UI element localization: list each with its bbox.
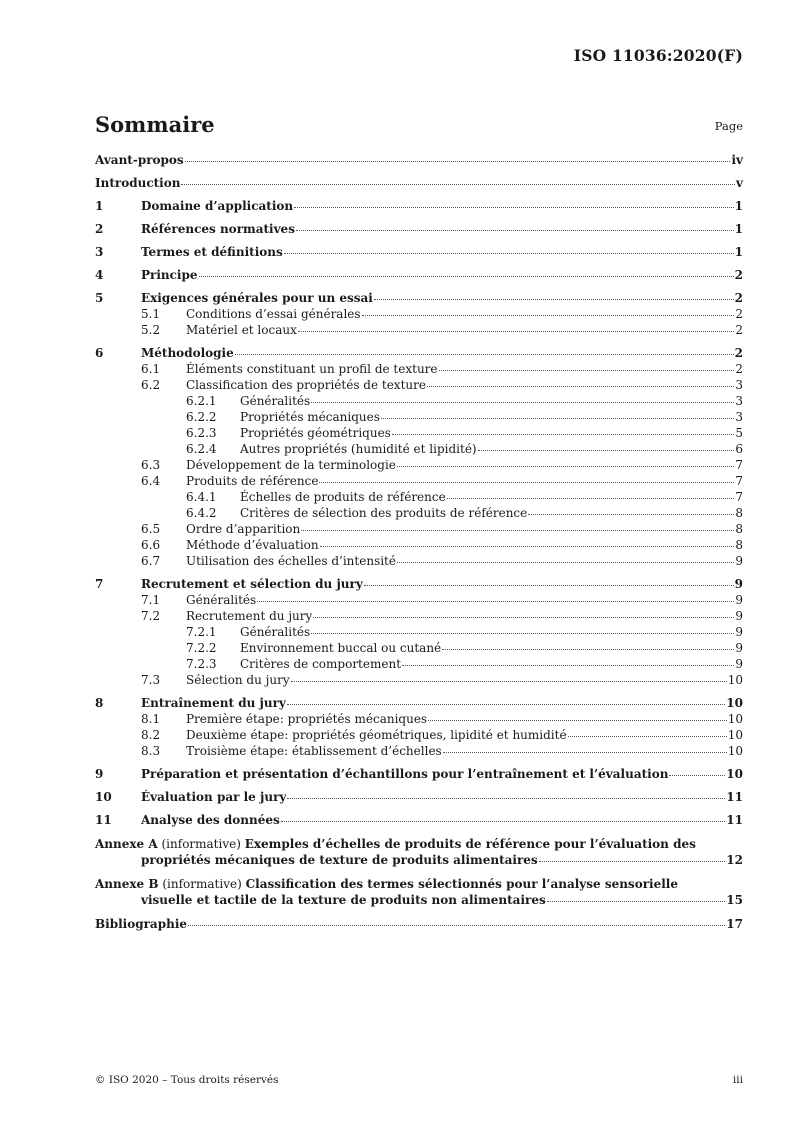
toc-entry-title[interactable]: Développement de la terminologie: [186, 458, 396, 472]
toc-entry-page: 1: [734, 245, 743, 259]
toc-gap: [95, 805, 743, 812]
toc-entry-title[interactable]: Propriétés mécaniques: [240, 410, 380, 424]
toc-entry-title[interactable]: Généralités: [240, 394, 311, 408]
dot-leader: [294, 207, 734, 208]
toc-entry-number: 6.6: [141, 538, 161, 552]
toc-entry[interactable]: [95, 505, 743, 521]
toc-entry[interactable]: [95, 361, 743, 377]
toc-entry[interactable]: [95, 608, 743, 624]
toc-entry[interactable]: [95, 727, 743, 743]
document-id: ISO 11036:2020(F): [573, 46, 743, 65]
toc-entry-page: 8: [735, 506, 743, 520]
toc-entry-page: 10: [727, 744, 743, 758]
toc-entry-page: 9: [735, 625, 743, 639]
toc-entry-title[interactable]: Éléments constituant un profil de texture: [186, 362, 438, 376]
dot-leader: [547, 901, 726, 902]
toc-entry[interactable]: [95, 489, 743, 505]
toc-entry-number: 6.4.1: [186, 490, 217, 504]
toc-entry-title[interactable]: Matériel et locaux: [186, 323, 297, 337]
toc-gap: [95, 828, 743, 836]
dot-leader: [298, 331, 734, 332]
toc-entry-title[interactable]: Ordre d’apparition: [186, 522, 301, 536]
toc-entry-number: 5.1: [141, 307, 161, 321]
toc-entry-title[interactable]: Méthodologie: [141, 346, 234, 360]
toc-entry[interactable]: [95, 592, 743, 608]
toc-entry-title[interactable]: Première étape: propriétés mécaniques: [186, 712, 428, 726]
toc-entry-title[interactable]: Méthode d’évaluation: [186, 538, 319, 552]
dot-leader: [199, 276, 734, 277]
toc-entry-number: 5.2: [141, 323, 161, 337]
toc-entry-title[interactable]: Troisième étape: établissement d’échelles: [186, 744, 442, 758]
toc-entry-page: 8: [735, 522, 743, 536]
toc-entry-page: 10: [727, 712, 743, 726]
toc-entry[interactable]: [95, 656, 743, 672]
toc-entry-title[interactable]: Domaine d’application: [141, 199, 294, 213]
toc-entry-number: 9: [95, 767, 104, 781]
toc-entry-title[interactable]: Introduction: [95, 176, 181, 190]
toc-entry[interactable]: [95, 345, 743, 361]
toc-entry-page: 10: [727, 728, 743, 742]
toc-entry-page: 2: [734, 291, 743, 305]
dot-leader: [319, 482, 734, 483]
toc-gap: [95, 338, 743, 345]
dot-leader: [311, 633, 734, 634]
toc-entry[interactable]: [95, 244, 743, 260]
toc-entry[interactable]: [95, 789, 743, 805]
toc-entry[interactable]: [95, 743, 743, 759]
toc-entry-title[interactable]: Sélection du jury: [186, 673, 290, 687]
toc-entry-title[interactable]: Deuxième étape: propriétés géométriques, lipidité et humidité: [186, 728, 567, 742]
annex-title-line1: Classification des termes sélectionnés pour l’analyse sensorielle: [245, 877, 678, 891]
toc-entry-number: 8.3: [141, 744, 161, 758]
toc-entry-title[interactable]: Propriétés géométriques: [240, 426, 391, 440]
toc-entry-number: 6.7: [141, 554, 161, 568]
toc-entry-bibliography[interactable]: [95, 916, 743, 932]
toc-entry-number: 6.4.2: [186, 506, 217, 520]
toc-entry-number: 10: [95, 790, 112, 804]
toc-entry[interactable]: [95, 322, 743, 338]
toc-entry-page: 17: [726, 917, 743, 931]
toc-entry-number: 2: [95, 222, 104, 236]
table-of-contents: [95, 152, 743, 932]
toc-entry[interactable]: [95, 672, 743, 688]
dot-leader: [428, 720, 727, 721]
dot-leader: [287, 704, 725, 705]
toc-entry[interactable]: [95, 425, 743, 441]
toc-entry-title[interactable]: Échelles de produits de référence: [240, 490, 446, 504]
toc-entry-title[interactable]: Analyse des données: [141, 813, 280, 827]
toc-entry-page: 9: [734, 577, 743, 591]
toc-entry-page: 9: [735, 657, 743, 671]
toc-entry[interactable]: [95, 812, 743, 828]
toc-entry-page: 5: [735, 426, 743, 440]
toc-gap: [95, 688, 743, 695]
toc-gap: [95, 168, 743, 175]
annex-second-line: [95, 892, 743, 908]
toc-entry-page: 7: [735, 490, 743, 504]
dot-leader: [362, 315, 735, 316]
toc-entry-number: 8.1: [141, 712, 161, 726]
toc-entry-number: 6.4: [141, 474, 161, 488]
toc-entry[interactable]: [95, 221, 743, 237]
toc-entry-number: 1: [95, 199, 104, 213]
dot-leader: [311, 402, 734, 403]
toc-gap: [95, 283, 743, 290]
toc-entry-number: 7.2.1: [186, 625, 217, 639]
toc-entry[interactable]: [95, 473, 743, 489]
dot-leader: [568, 736, 727, 737]
toc-entry-number: 8.2: [141, 728, 161, 742]
toc-entry-title[interactable]: Recrutement et sélection du jury: [141, 577, 363, 591]
toc-entry-title[interactable]: Bibliographie: [95, 917, 188, 931]
dot-leader: [284, 253, 734, 254]
dot-leader: [397, 466, 734, 467]
toc-entry-title[interactable]: Évaluation par le jury: [141, 790, 287, 804]
toc-entry-title[interactable]: Principe: [141, 268, 198, 282]
annex-first-line: [95, 876, 743, 892]
dot-leader: [443, 752, 727, 753]
dot-leader: [185, 161, 731, 162]
toc-gap: [95, 782, 743, 789]
dot-leader: [181, 184, 735, 185]
toc-entry[interactable]: [95, 537, 743, 553]
toc-entry-number: 7.2.2: [186, 641, 217, 655]
toc-entry-title[interactable]: Généralités: [186, 593, 257, 607]
dot-leader: [381, 418, 734, 419]
annex-title-line1: Exemples d’échelles de produits de référence pour l’évaluation des: [244, 837, 696, 851]
annex-second-line: [95, 852, 743, 868]
toc-entry-number: 8: [95, 696, 104, 710]
toc-entry-page: 10: [727, 673, 743, 687]
toc-entry-title[interactable]: Critères de comportement: [240, 657, 402, 671]
toc-gap: [95, 868, 743, 876]
toc-entry-number: 3: [95, 245, 104, 259]
toc-entry-page: 3: [735, 378, 743, 392]
toc-entry-page: 9: [735, 609, 743, 623]
toc-entry[interactable]: [95, 576, 743, 592]
toc-entry-page: 11: [726, 813, 743, 827]
toc-entry-title[interactable]: Termes et définitions: [141, 245, 283, 259]
dot-leader: [397, 562, 734, 563]
page-column-label: Page: [714, 119, 743, 133]
dot-leader: [478, 450, 735, 451]
toc-entry-page: 2: [735, 323, 743, 337]
annex-page: 15: [726, 893, 743, 907]
toc-entry[interactable]: [95, 521, 743, 537]
toc-entry-number: 6.3: [141, 458, 161, 472]
toc-entry-number: 6.2: [141, 378, 161, 392]
toc-gap: [95, 260, 743, 267]
dot-leader: [402, 665, 734, 666]
footer-page-number: iii: [732, 1074, 743, 1086]
annex-status: (informative): [161, 837, 241, 851]
toc-entry-page: 8: [735, 538, 743, 552]
toc-entry[interactable]: [95, 553, 743, 569]
toc-entry[interactable]: [95, 267, 743, 283]
toc-entry-page: 2: [734, 268, 743, 282]
toc-entry-page: 9: [735, 641, 743, 655]
annex-page: 12: [726, 853, 743, 867]
dot-leader: [296, 230, 734, 231]
toc-entry-number: 6.2.3: [186, 426, 217, 440]
toc-entry-page: 3: [735, 394, 743, 408]
annex-entry[interactable]: [95, 836, 743, 868]
toc-gap: [95, 908, 743, 916]
toc-entry-title[interactable]: Environnement buccal ou cutané: [240, 641, 442, 655]
dot-leader: [392, 434, 735, 435]
dot-leader: [291, 681, 727, 682]
toc-entry-number: 6.1: [141, 362, 161, 376]
toc-entry[interactable]: [95, 695, 743, 711]
toc-entry-title[interactable]: Conditions d’essai générales: [186, 307, 361, 321]
toc-entry-title[interactable]: Critères de sélection des produits de référence: [240, 506, 528, 520]
dot-leader: [301, 530, 734, 531]
toc-entry[interactable]: [95, 306, 743, 322]
toc-entry-page: 2: [735, 307, 743, 321]
toc-entry-page: 3: [735, 410, 743, 424]
annex-entry[interactable]: [95, 876, 743, 908]
toc-entry-page: v: [736, 176, 743, 190]
toc-entry-page: 6: [735, 442, 743, 456]
toc-entry-page: 1: [734, 199, 743, 213]
dot-leader: [528, 514, 734, 515]
toc-entry-page: 7: [735, 458, 743, 472]
toc-entry-page: 7: [735, 474, 743, 488]
toc-entry-page: 9: [735, 593, 743, 607]
toc-entry-page: 2: [734, 346, 743, 360]
toc-entry-title[interactable]: Autres propriétés (humidité et lipidité): [240, 442, 477, 456]
dot-leader: [364, 585, 734, 586]
toc-entry[interactable]: [95, 711, 743, 727]
toc-entry-page: 10: [726, 767, 743, 781]
toc-entry-number: 6.5: [141, 522, 161, 536]
toc-entry-page: 10: [726, 696, 743, 710]
toc-entry[interactable]: [95, 441, 743, 457]
toc-entry-title[interactable]: Références normatives: [141, 222, 295, 236]
dot-leader: [439, 370, 735, 371]
toc-gap: [95, 214, 743, 221]
annex-first-line: [95, 836, 743, 852]
toc-entry-number: 5: [95, 291, 104, 305]
dot-leader: [281, 821, 726, 822]
toc-entry-number: 6.2.4: [186, 442, 217, 456]
dot-leader: [427, 386, 734, 387]
toc-entry[interactable]: [95, 175, 743, 191]
toc-entry[interactable]: [95, 152, 743, 168]
annex-title-line2: propriétés mécaniques de texture de produits alimentaires: [141, 853, 538, 867]
toc-entry-page: 1: [734, 222, 743, 236]
toc-entry-page: 2: [735, 362, 743, 376]
annex-label: Annexe B: [95, 877, 159, 891]
toc-entry[interactable]: [95, 198, 743, 214]
toc-entry-number: 6.2.1: [186, 394, 217, 408]
dot-leader: [669, 775, 725, 776]
footer-copyright: © ISO 2020 – Tous droits réservés: [95, 1074, 279, 1086]
toc-gap: [95, 191, 743, 198]
toc-entry-page: 11: [726, 790, 743, 804]
toc-entry[interactable]: [95, 409, 743, 425]
dot-leader: [257, 601, 734, 602]
toc-entry-number: 7.2.3: [186, 657, 217, 671]
toc-entry-title[interactable]: Exigences générales pour un essai: [141, 291, 373, 305]
toc-entry-title[interactable]: Généralités: [240, 625, 311, 639]
toc-entry-number: 7.3: [141, 673, 161, 687]
annex-title-line2: visuelle et tactile de la texture de produits non alimentaires: [141, 893, 546, 907]
dot-leader: [188, 925, 725, 926]
dot-leader: [313, 617, 734, 618]
toc-entry-page: 9: [735, 554, 743, 568]
toc-entry-title[interactable]: Préparation et présentation d’échantillons pour l’entraînement et l’évaluation: [141, 767, 669, 781]
dot-leader: [447, 498, 735, 499]
toc-entry[interactable]: [95, 377, 743, 393]
toc-gap: [95, 569, 743, 576]
toc-entry[interactable]: [95, 640, 743, 656]
toc-entry-title[interactable]: Utilisation des échelles d’intensité: [186, 554, 396, 568]
toc-entry[interactable]: [95, 290, 743, 306]
toc-entry-number: 7.1: [141, 593, 161, 607]
toc-entry-number: 4: [95, 268, 104, 282]
dot-leader: [235, 354, 734, 355]
toc-entry-title[interactable]: Classification des propriétés de texture: [186, 378, 426, 392]
annex-status: (informative): [162, 877, 242, 891]
page-title: Sommaire: [95, 112, 215, 137]
dot-leader: [442, 649, 734, 650]
toc-entry[interactable]: [95, 766, 743, 782]
toc-entry-title[interactable]: Entraînement du jury: [141, 696, 286, 710]
toc-gap: [95, 237, 743, 244]
toc-entry[interactable]: [95, 393, 743, 409]
toc-entry-title[interactable]: Avant-propos: [95, 153, 184, 167]
toc-entry-page: iv: [731, 153, 743, 167]
toc-entry-number: 7.2: [141, 609, 161, 623]
annex-label: Annexe A: [95, 837, 158, 851]
toc-entry-title[interactable]: Produits de référence: [186, 474, 319, 488]
dot-leader: [539, 861, 726, 862]
toc-entry[interactable]: [95, 457, 743, 473]
toc-entry-number: 7: [95, 577, 104, 591]
toc-entry-number: 11: [95, 813, 112, 827]
toc-gap: [95, 759, 743, 766]
dot-leader: [374, 299, 734, 300]
dot-leader: [287, 798, 725, 799]
toc-entry-number: 6: [95, 346, 104, 360]
toc-entry[interactable]: [95, 624, 743, 640]
toc-entry-title[interactable]: Recrutement du jury: [186, 609, 313, 623]
toc-entry-number: 6.2.2: [186, 410, 217, 424]
dot-leader: [320, 546, 735, 547]
